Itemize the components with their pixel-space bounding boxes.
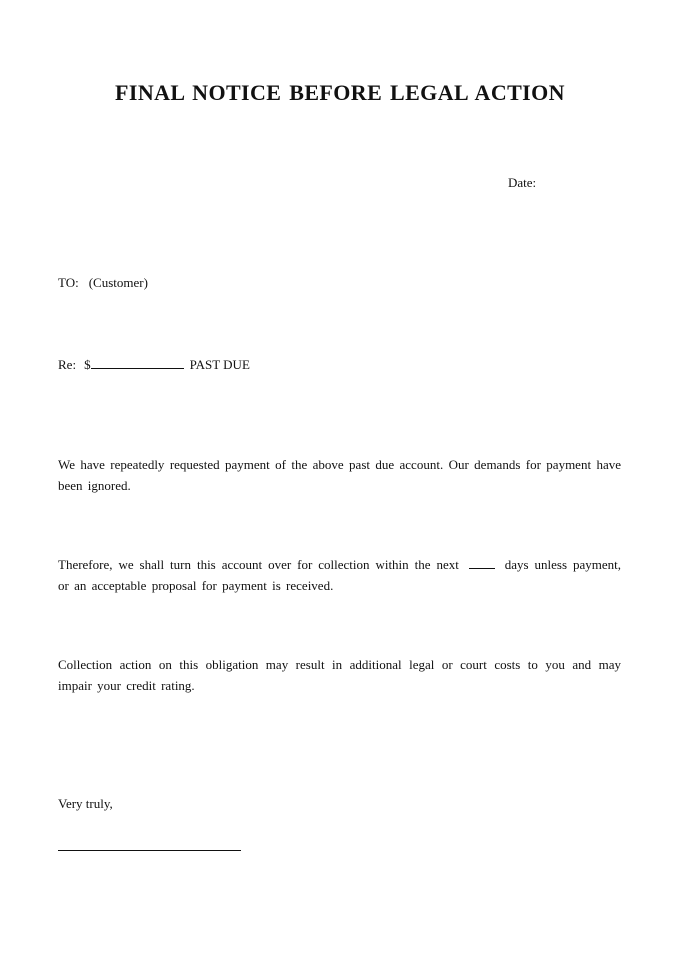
- signature-line: [58, 850, 241, 851]
- paragraph-2-end: days unless payment, or an acceptable proposal for payment is received.: [58, 557, 621, 593]
- to-label: TO:: [58, 275, 79, 290]
- currency-symbol: $: [84, 357, 91, 372]
- paragraph-repeated-requests: We have repeatedly requested payment of the above past due account. Our demands for payment have been ignored.: [58, 457, 621, 493]
- paragraph-collection-notice: [58, 554, 621, 596]
- paragraph-2-start: Therefore, we shall turn this account over for collection within the next: [58, 557, 459, 572]
- days-blank: [469, 556, 495, 569]
- reference-line: [58, 356, 250, 373]
- date-label: Date:: [508, 175, 537, 190]
- paragraph-consequences: Collection action on this obligation may result in additional legal or court costs to you and may impair your credit rating.: [58, 657, 621, 693]
- re-label: Re:: [58, 357, 77, 372]
- closing: Very truly,: [58, 796, 113, 811]
- date-line: [508, 175, 536, 191]
- amount-blank: [91, 356, 184, 369]
- past-due-status: PAST DUE: [189, 357, 250, 372]
- recipient-line: [58, 275, 148, 291]
- page-title: FINAL NOTICE BEFORE LEGAL ACTION: [115, 80, 565, 105]
- recipient-name: (Customer): [88, 275, 148, 290]
